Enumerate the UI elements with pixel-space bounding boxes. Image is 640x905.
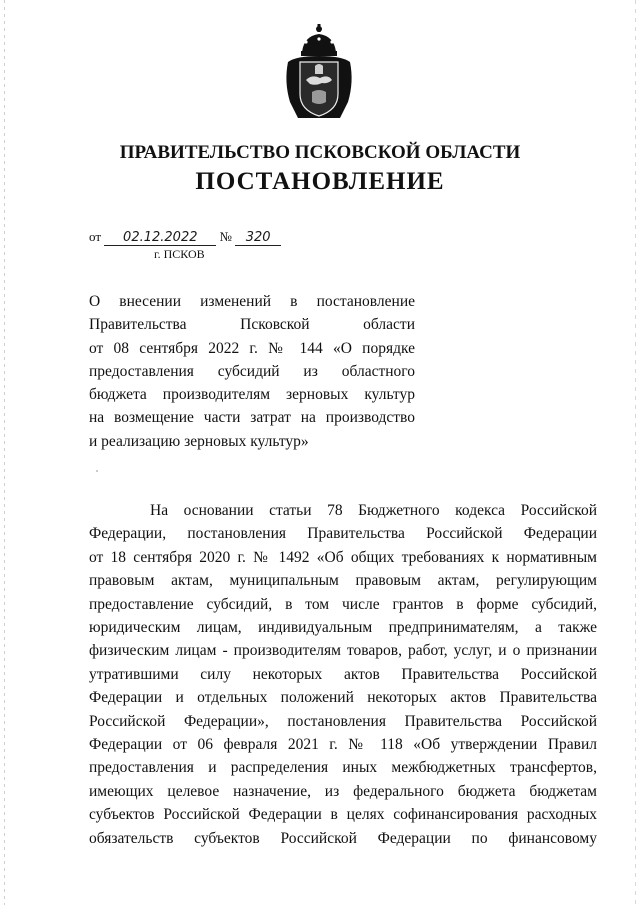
body-line: утратившими силу некоторых актов Правительства Российской bbox=[89, 665, 597, 683]
pskov-coat-of-arms-icon bbox=[282, 22, 356, 122]
body-line: субъектов Российской Федерации в целях софинансирования расходных bbox=[89, 806, 597, 824]
document-body bbox=[89, 499, 597, 850]
document-subject bbox=[89, 290, 415, 453]
body-line: предоставления и распределения иных межбюджетных трансфертов, bbox=[89, 759, 597, 777]
body-line: Федерации, постановления Правительства Российской Федерации bbox=[89, 525, 597, 543]
scan-edge-left bbox=[4, 0, 5, 905]
body-line: юридическим лицам, индивидуальным предпринимателям, а также bbox=[89, 619, 597, 637]
scan-speck bbox=[96, 470, 98, 472]
body-line: физическим лицам - производителям товаров, работ, услуг, и о признании bbox=[89, 642, 597, 660]
city-label: г. ПСКОВ bbox=[154, 247, 205, 261]
body-line: На основании статьи 78 Бюджетного кодекса Российской bbox=[150, 502, 597, 519]
body-line: имеющих целевое назначение, из федерального бюджета бюджетам bbox=[89, 782, 597, 800]
subject-line: Правительства Псковской области bbox=[89, 316, 415, 334]
body-line: от 18 сентября 2020 г. № 1492 «Об общих требованиях к нормативным bbox=[89, 548, 597, 566]
body-line: правовым актам, муниципальным правовым актам, регулирующим bbox=[89, 572, 597, 590]
subject-line: предоставления субсидий из областного bbox=[89, 362, 415, 380]
subject-line: от 08 сентября 2022 г. № 144 «О порядке bbox=[89, 339, 415, 357]
body-line: предоставление субсидий, в том числе грантов в форме субсидий, bbox=[89, 595, 597, 613]
subject-line: и реализацию зерновых культур» bbox=[89, 432, 309, 450]
date-prefix: от bbox=[89, 229, 102, 244]
document-type: ПОСТАНОВЛЕНИЕ bbox=[195, 168, 445, 195]
number-prefix: № bbox=[219, 229, 232, 244]
scan-edge-right bbox=[635, 0, 636, 905]
body-line: Федерации от 06 февраля 2021 г. № 118 «Об утверждении Правил bbox=[89, 736, 597, 754]
date-value: 02.12.2022 bbox=[104, 230, 216, 246]
subject-line: на возмещение части затрат на производство bbox=[89, 409, 415, 427]
government-name: ПРАВИТЕЛЬСТВО ПСКОВСКОЙ ОБЛАСТИ bbox=[119, 142, 521, 163]
body-line: Российской Федерации», постановления Правительства Российской bbox=[89, 712, 597, 730]
number-value: 320 bbox=[235, 230, 281, 246]
body-line: Федерации и отдельных положений некоторых актов Правительства bbox=[89, 689, 597, 707]
subject-line: О внесении изменений в постановление bbox=[89, 293, 415, 310]
body-line: обязательств субъектов Российской Федерации по финансовому bbox=[89, 829, 597, 847]
date-number-line bbox=[89, 229, 281, 246]
subject-line: бюджета производителям зерновых культур bbox=[89, 386, 415, 404]
